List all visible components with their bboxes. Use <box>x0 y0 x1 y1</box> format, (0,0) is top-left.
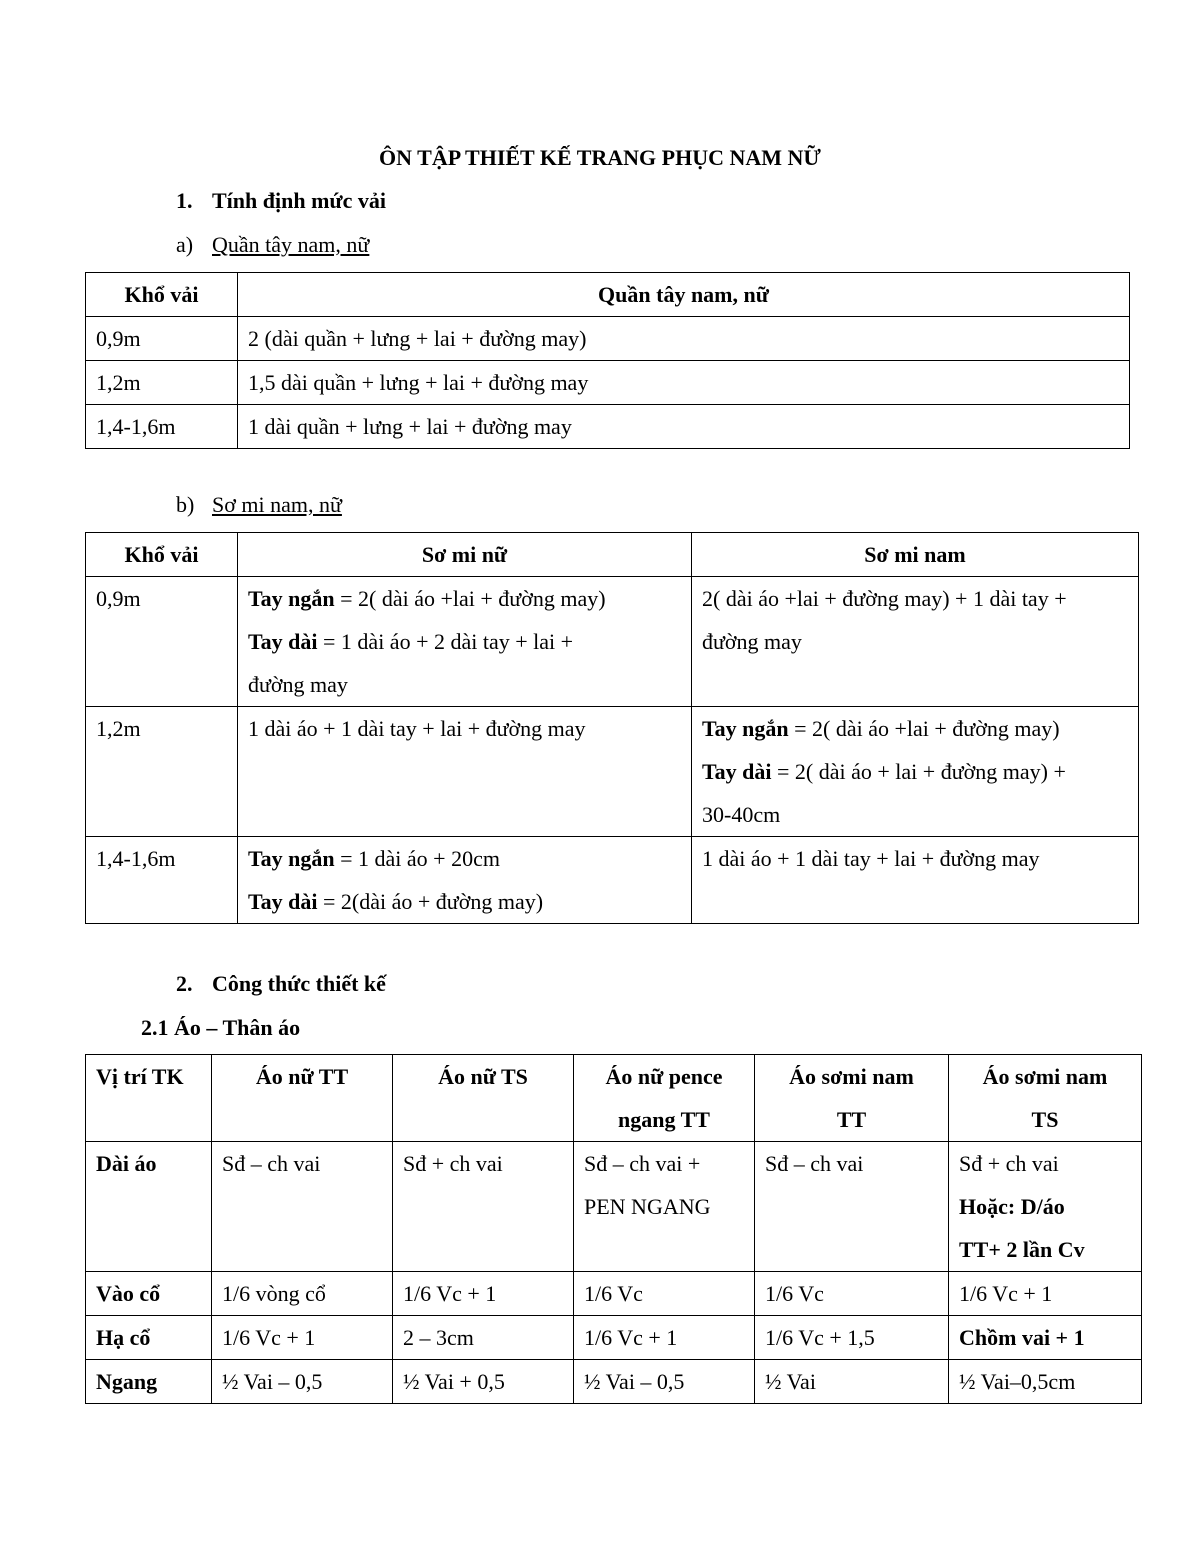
header-female-shirt: Sơ mi nữ <box>238 533 692 577</box>
part-b-title: Sơ mi nam, nữ <box>212 492 342 517</box>
formula-text: = 2( dài áo +lai + đường may) <box>788 716 1060 741</box>
formula-text: = 1 dài áo + 20cm <box>334 846 500 871</box>
table-cell: 1/6 Vc + 1 <box>212 1316 393 1360</box>
cell-line: Hoặc: D/áo <box>959 1194 1065 1219</box>
bodice-formula-table <box>85 1054 1142 1404</box>
header-womens-shirt-tt: Áo nữ TT <box>212 1055 393 1142</box>
part-a-heading <box>176 227 369 263</box>
part-a-letter: a) <box>176 232 194 257</box>
header-mens-shirt-ts <box>949 1055 1142 1142</box>
row-label: Hạ cổ <box>86 1316 212 1360</box>
formula-text: = 2( dài áo +lai + đường may) <box>334 586 606 611</box>
table-cell: Sđ + ch vai <box>393 1142 574 1272</box>
formula-line: 30-40cm <box>702 802 781 827</box>
female-formula-cell <box>238 577 692 707</box>
header-mens-shirt-tt <box>755 1055 949 1142</box>
table-cell <box>574 1142 755 1272</box>
table-row <box>86 405 1130 449</box>
table-row <box>86 361 1130 405</box>
section-1-heading <box>176 183 386 219</box>
formula-label: Tay dài <box>248 629 318 654</box>
header-womens-shirt-ts: Áo nữ TS <box>393 1055 574 1142</box>
table-cell: 1/6 Vc + 1 <box>393 1272 574 1316</box>
part-b-heading <box>176 487 342 523</box>
header-line: Áo sơmi nam <box>789 1064 914 1089</box>
table-row <box>86 1316 1142 1360</box>
table-cell: ½ Vai–0,5cm <box>949 1360 1142 1404</box>
header-position: Vị trí TK <box>86 1055 212 1142</box>
formula-cell: 2 (dài quần + lưng + lai + đường may) <box>238 317 1130 361</box>
table-cell: Sđ – ch vai <box>755 1142 949 1272</box>
fabric-width-cell: 1,2m <box>86 361 238 405</box>
formula-text: = 1 dài áo + 2 dài tay + lai + <box>317 629 574 654</box>
formula-line <box>248 577 681 620</box>
section-2-heading <box>176 966 386 1002</box>
formula-label: Tay dài <box>702 759 772 784</box>
table-cell: 1/6 Vc + 1,5 <box>755 1316 949 1360</box>
table-row <box>86 317 1130 361</box>
cell-line: PEN NGANG <box>584 1194 711 1219</box>
table-row <box>86 1142 1142 1272</box>
formula-cell: 1,5 dài quần + lưng + lai + đường may <box>238 361 1130 405</box>
formula-line: 1 dài áo + 1 dài tay + lai + đường may <box>702 846 1040 871</box>
formula-label: Tay ngắn <box>248 586 335 611</box>
part-b-letter: b) <box>176 492 195 517</box>
table-row <box>86 707 1139 837</box>
page-title: ÔN TẬP THIẾT KẾ TRANG PHỤC NAM NỮ <box>379 145 821 170</box>
formula-label: Tay ngắn <box>248 846 335 871</box>
header-line: ngang TT <box>618 1107 710 1132</box>
table-row <box>86 1272 1142 1316</box>
cell-line: Sđ – ch vai + <box>584 1151 701 1176</box>
section-2-1-heading: 2.1 Áo – Thân áo <box>141 1015 301 1040</box>
table-header-row <box>86 273 1130 317</box>
part-a-title: Quần tây nam, nữ <box>212 232 370 257</box>
formula-cell: 1 dài quần + lưng + lai + đường may <box>238 405 1130 449</box>
female-formula-cell <box>238 707 692 837</box>
formula-line <box>702 750 1128 793</box>
table-cell <box>949 1142 1142 1272</box>
trouser-fabric-table <box>85 272 1130 449</box>
formula-text: = 2( dài áo + lai + đường may) + <box>771 759 1066 784</box>
formula-line: đường may <box>248 672 348 697</box>
section-1-title: Tính định mức vải <box>212 188 386 213</box>
male-formula-cell <box>692 577 1139 707</box>
table-cell: 1/6 vòng cổ <box>212 1272 393 1316</box>
table-header-row <box>86 533 1139 577</box>
table-cell: ½ Vai – 0,5 <box>212 1360 393 1404</box>
female-formula-cell <box>238 837 692 924</box>
header-fabric-width: Khổ vải <box>86 533 238 577</box>
row-label: Ngang <box>86 1360 212 1404</box>
table-cell: 1/6 Vc + 1 <box>949 1272 1142 1316</box>
formula-line <box>248 837 681 880</box>
formula-line <box>248 620 681 663</box>
table-header-row <box>86 1055 1142 1142</box>
row-label: Dài áo <box>86 1142 212 1272</box>
table-cell: ½ Vai – 0,5 <box>574 1360 755 1404</box>
formula-line: 1 dài áo + 1 dài tay + lai + đường may <box>248 716 586 741</box>
table-row <box>86 577 1139 707</box>
formula-label: Tay ngắn <box>702 716 789 741</box>
table-row <box>86 1360 1142 1404</box>
section-1-number: 1. <box>176 188 193 213</box>
formula-line <box>248 880 681 923</box>
table-cell: 1/6 Vc <box>755 1272 949 1316</box>
header-line: TT <box>836 1107 867 1132</box>
table-cell: ½ Vai <box>755 1360 949 1404</box>
table-cell: 1/6 Vc <box>574 1272 755 1316</box>
male-formula-cell <box>692 837 1139 924</box>
header-trousers: Quần tây nam, nữ <box>238 273 1130 317</box>
cell-line: Sđ + ch vai <box>959 1151 1059 1176</box>
fabric-width-cell: 1,2m <box>86 707 238 837</box>
header-line: TS <box>1031 1107 1059 1132</box>
section-2-title: Công thức thiết kế <box>212 971 386 996</box>
table-cell: 2 – 3cm <box>393 1316 574 1360</box>
fabric-width-cell: 1,4-1,6m <box>86 405 238 449</box>
shirt-fabric-table <box>85 532 1139 924</box>
table-cell: ½ Vai + 0,5 <box>393 1360 574 1404</box>
table-row <box>86 837 1139 924</box>
section-2-number: 2. <box>176 971 193 996</box>
header-womens-pence <box>574 1055 755 1142</box>
fabric-width-cell: 0,9m <box>86 317 238 361</box>
formula-line <box>702 707 1128 750</box>
fabric-width-cell: 0,9m <box>86 577 238 707</box>
formula-label: Tay dài <box>248 889 318 914</box>
table-cell: 1/6 Vc + 1 <box>574 1316 755 1360</box>
formula-line: 2( dài áo +lai + đường may) + 1 dài tay + <box>702 586 1067 611</box>
header-male-shirt: Sơ mi nam <box>692 533 1139 577</box>
formula-text: = 2(dài áo + đường may) <box>317 889 544 914</box>
header-line: Áo sơmi nam <box>982 1064 1108 1089</box>
fabric-width-cell: 1,4-1,6m <box>86 837 238 924</box>
row-label: Vào cổ <box>86 1272 212 1316</box>
header-line: Áo nữ pence <box>605 1064 723 1089</box>
male-formula-cell <box>692 707 1139 837</box>
formula-line: đường may <box>702 629 802 654</box>
table-cell: Chồm vai + 1 <box>949 1316 1142 1360</box>
header-fabric-width: Khổ vải <box>86 273 238 317</box>
cell-line: TT+ 2 lần Cv <box>959 1237 1085 1262</box>
table-cell: Sđ – ch vai <box>212 1142 393 1272</box>
